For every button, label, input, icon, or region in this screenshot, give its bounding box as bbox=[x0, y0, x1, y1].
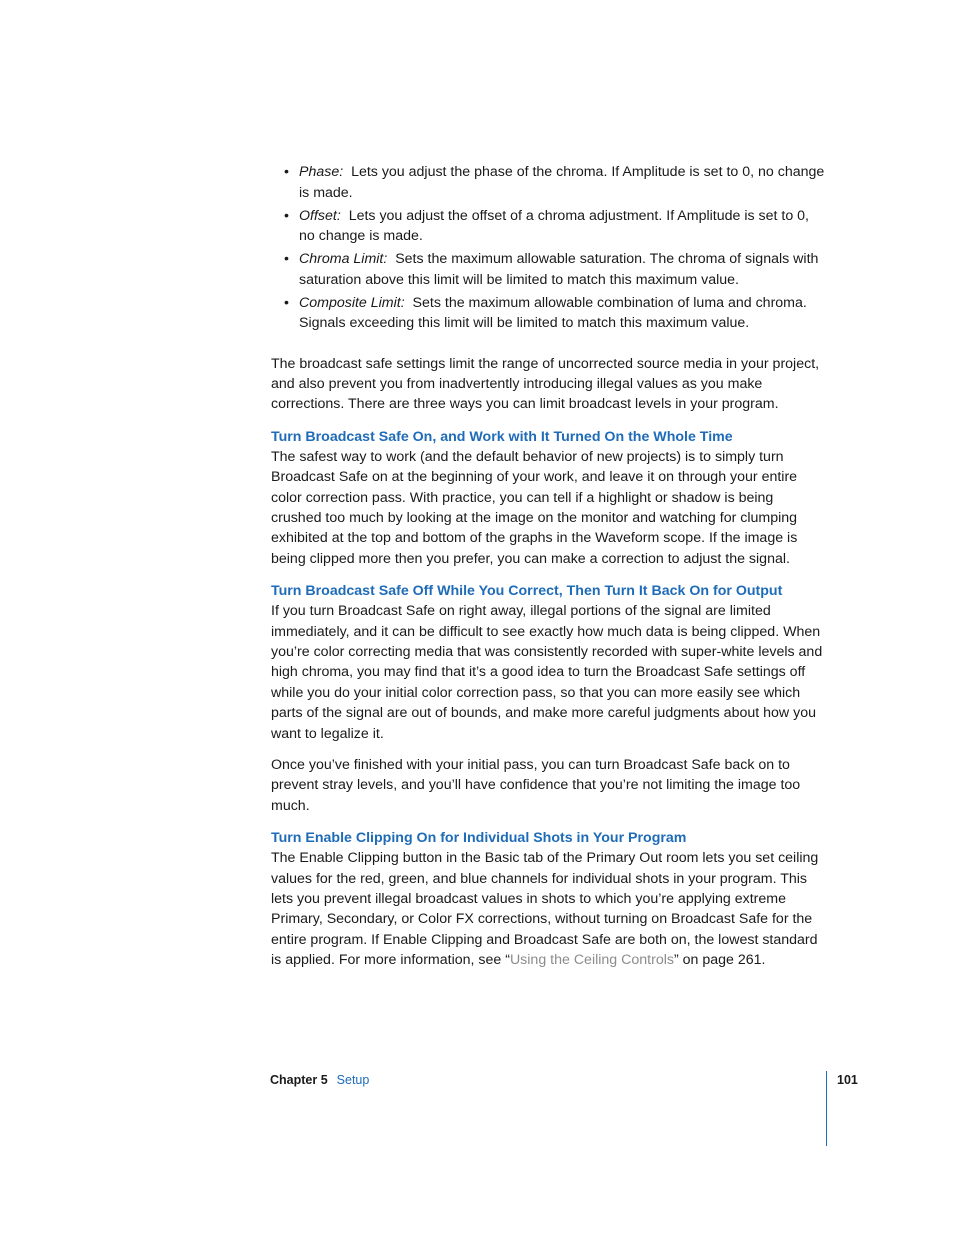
section-paragraph: Once you’ve finished with your initial pass, you can turn Broadcast Safe back on to prevent stray levels, and you’ll have confidence that you’re not limiting the image too much. bbox=[271, 757, 801, 814]
cross-reference-link[interactable]: Using the Ceiling Controls bbox=[509, 952, 674, 969]
term-phase: Phase: bbox=[299, 164, 344, 180]
description-composite-limit: Sets the maximum allowable combination of luma and chroma. Signals exceeding this limit will be limited to match this maximum value. bbox=[299, 294, 807, 331]
description-chroma-limit: Sets the maximum allowable saturation. The chroma of signals with saturation above this limit will be limited to match this maximum value. bbox=[299, 251, 819, 288]
section-heading-enable-clipping: Turn Enable Clipping On for Individual Shots in Your Program bbox=[271, 830, 687, 847]
section-heading-broadcast-safe-off: Turn Broadcast Safe Off While You Correct, Then Turn It Back On for Output bbox=[271, 583, 783, 600]
section-paragraph bbox=[271, 848, 827, 970]
paragraph-text: The Enable Clipping button in the Basic tab of the Primary Out room lets you set ceiling values for the red, green, and blue channels for individual shots in your program. This lets you prevent illegal broadcast values in shots to which you’re applying extreme Primary, Secondary, or Color FX corrections, without turning on Broadcast Safe for the entire program. If Enable Clipping and Broadcast Safe are both on, the lowest standard is applied. For more information, see “ bbox=[271, 850, 819, 969]
description-phase: Lets you adjust the phase of the chroma. If Amplitude is set to 0, no change is made. bbox=[299, 164, 825, 201]
section-paragraph: If you turn Broadcast Safe on right away, illegal portions of the signal are limited immediately, and it can be difficult to see exactly how much data is being clipped. When you’re color correcting media that was consistently recorded with super-white levels and high chroma, you may find that it’s a good idea to turn the Broadcast Safe settings off while you do your initial color correction pass, so that you can more easily see which parts of the signal are out of bounds, and make more careful judgments about how you want to legalize it. bbox=[271, 603, 823, 742]
paragraph-text: ” on page 261. bbox=[673, 952, 766, 969]
list-item-offset bbox=[271, 206, 827, 247]
term-chroma-limit: Chroma Limit: bbox=[299, 251, 388, 267]
intro-paragraph: The broadcast safe settings limit the range of uncorrected source media in your project, and also prevent you from inadvertently introducing illegal values as you make corrections. There are three ways you can limit broadcast levels in your program. bbox=[271, 355, 820, 413]
term-offset: Offset: bbox=[299, 207, 341, 224]
list-item-phase bbox=[271, 162, 827, 203]
term-composite-limit: Composite Limit: bbox=[299, 294, 405, 311]
list-item-composite-limit bbox=[271, 293, 827, 334]
parameter-list bbox=[271, 162, 827, 334]
page-number: 101 bbox=[837, 1073, 858, 1087]
footer-section-link[interactable]: Setup bbox=[336, 1073, 370, 1087]
description-offset: Lets you adjust the offset of a chroma adjustment. If Amplitude is set to 0, no change is made. bbox=[299, 207, 809, 244]
section-heading-broadcast-safe-on: Turn Broadcast Safe On, and Work with It Turned On the Whole Time bbox=[271, 428, 733, 445]
page-body bbox=[271, 162, 827, 971]
section-paragraph: The safest way to work (and the default behavior of new projects) is to simply turn Broadcast Safe on at the beginning of your work, and leave it on through your entire color correction pass. With practice, you can tell if a highlight or shadow is being crushed too much by looking at the image on the monitor and watching for clumping exhibited at the top and bottom of the graphs in the Waveform scope. If the image is being clipped more then you prefer, you can make a correction to adjust the signal. bbox=[271, 448, 798, 567]
list-item-chroma-limit bbox=[271, 249, 827, 290]
footer-divider bbox=[826, 1071, 827, 1146]
page-footer bbox=[270, 1072, 369, 1088]
footer-chapter: Chapter 5 bbox=[270, 1073, 328, 1087]
